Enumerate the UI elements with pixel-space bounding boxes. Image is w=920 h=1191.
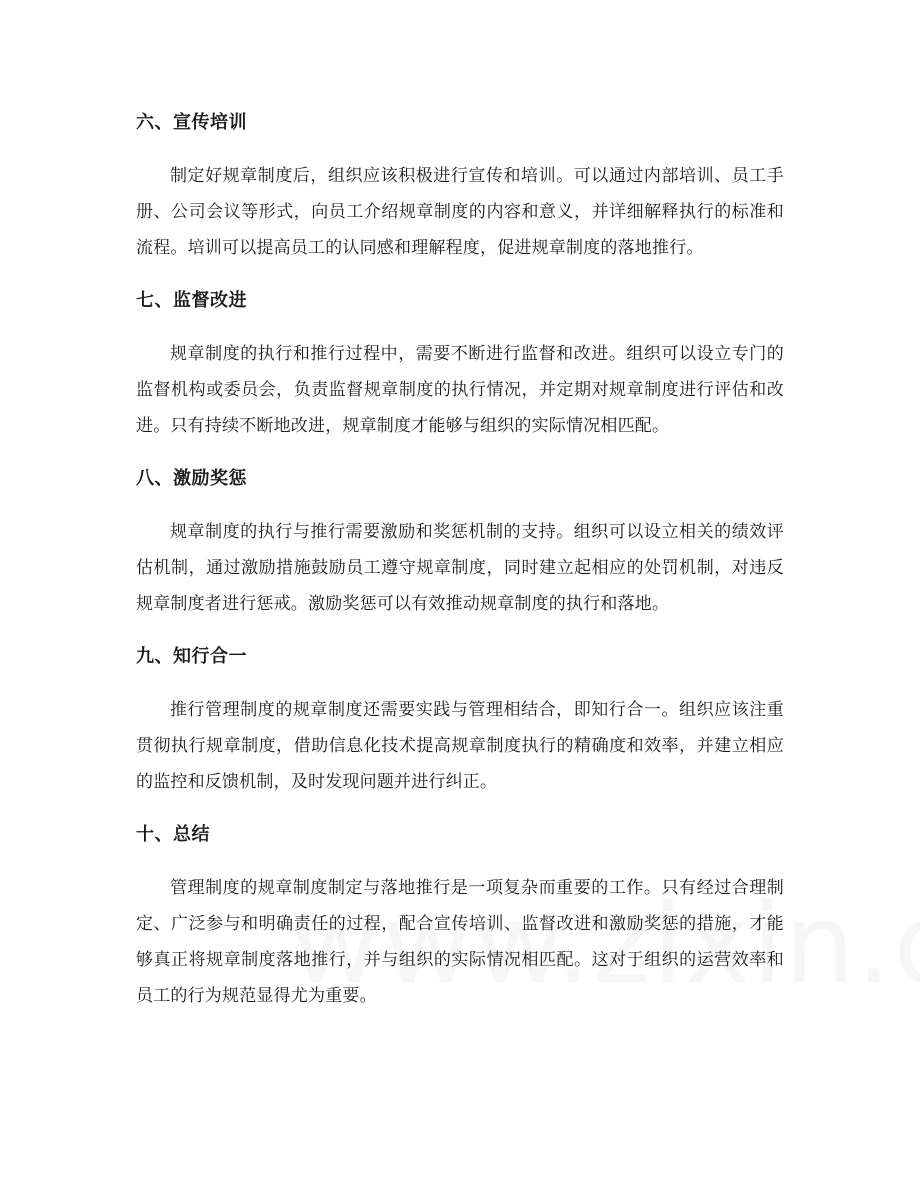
section-paragraph: 制定好规章制度后，组织应该积极进行宣传和培训。可以通过内部培训、员工手册、公司会议等形式，向员工介绍规章制度的内容和意义，并详细解释执行的标准和流程。培训可以提高员工的认同感和理解程度，促进规章制度的落地推行。 — [136, 166, 784, 258]
section-publicity-training — [136, 108, 784, 266]
section-title: 九、知行合一 — [136, 646, 247, 667]
section-paragraph: 规章制度的执行和推行过程中，需要不断进行监督和改进。组织可以设立专门的监督机构或委员会，负责监督规章制度的执行情况，并定期对规章制度进行评估和改进。只有持续不断地改进，规章制度才能够与组织的实际情况相匹配。 — [136, 344, 784, 436]
section-incentives-penalties — [136, 464, 784, 622]
section-paragraph: 管理制度的规章制度制定与落地推行是一项复杂而重要的工作。只有经过合理制定、广泛参与和明确责任的过程，配合宣传培训、监督改进和激励奖惩的措施，才能够真正将规章制度落地推行，并与组织的实际情况相匹配。这对于组织的运营效率和员工的行为规范显得尤为重要。 — [136, 878, 784, 1006]
section-title: 十、总结 — [136, 824, 210, 845]
section-supervision-improvement — [136, 286, 784, 444]
section-paragraph: 推行管理制度的规章制度还需要实践与管理相结合，即知行合一。组织应该注重贯彻执行规章制度，借助信息化技术提高规章制度执行的精确度和效率，并建立相应的监控和反馈机制，及时发现问题并进行纠正。 — [136, 700, 784, 792]
section-title: 七、监督改进 — [136, 290, 247, 311]
section-title: 八、激励奖惩 — [136, 468, 247, 489]
section-paragraph: 规章制度的执行与推行需要激励和奖惩机制的支持。组织可以设立相关的绩效评估机制，通过激励措施鼓励员工遵守规章制度，同时建立起相应的处罚机制，对违反规章制度者进行惩戒。激励奖惩可以有效推动规章制度的执行和落地。 — [136, 522, 784, 614]
section-summary — [136, 820, 784, 1014]
section-knowledge-action — [136, 642, 784, 800]
section-title: 六、宣传培训 — [136, 112, 247, 133]
